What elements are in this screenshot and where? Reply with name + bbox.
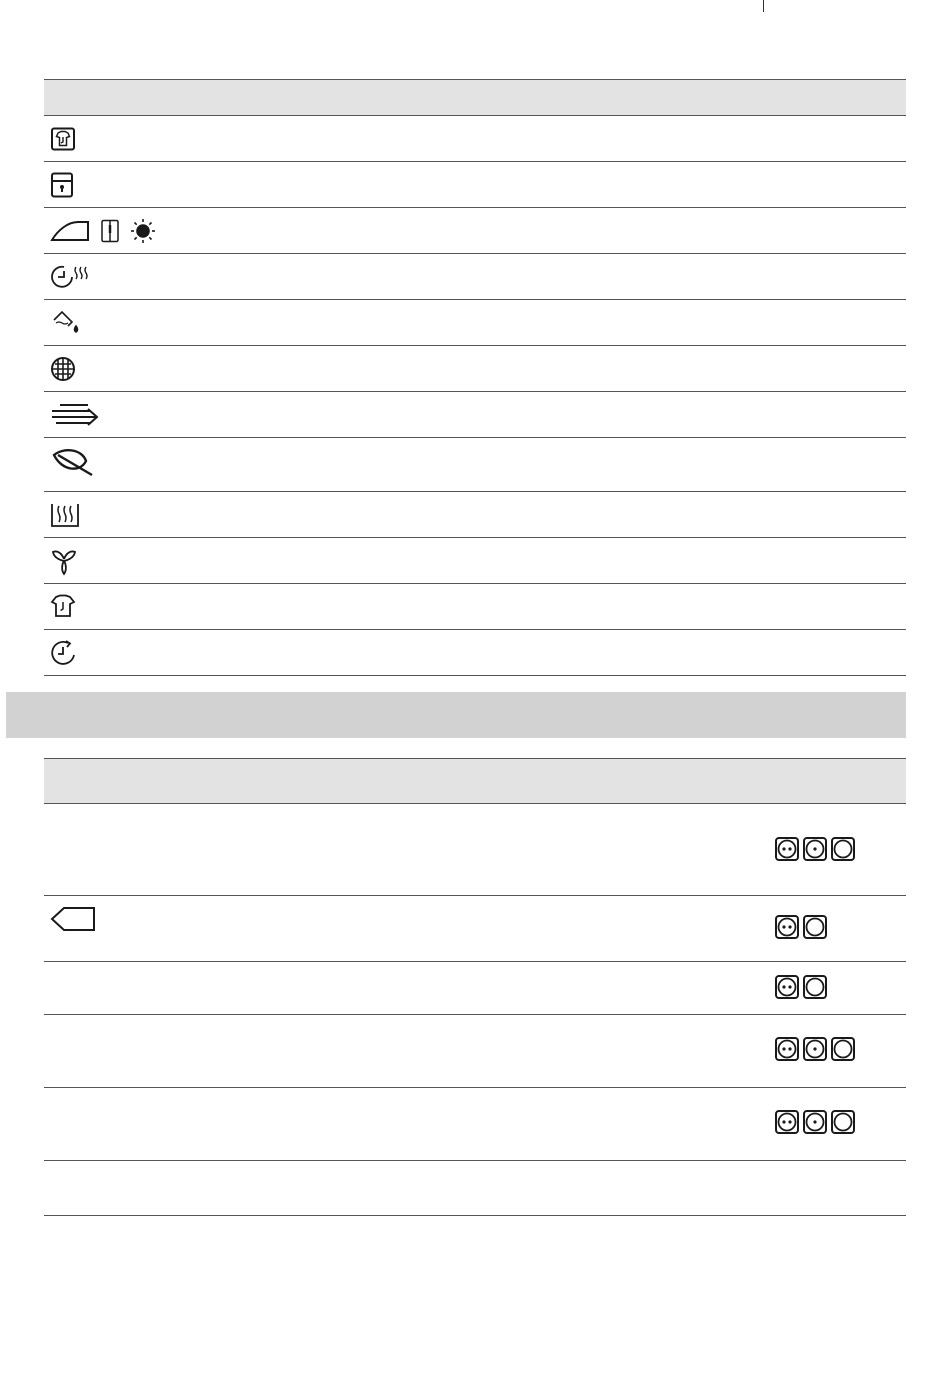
no-dot-icon	[803, 975, 827, 999]
no-dot-icon	[831, 1110, 855, 1134]
dryness-level-icons	[775, 915, 827, 939]
table-row	[44, 300, 906, 346]
wool-ball-icon	[50, 356, 76, 382]
no-dot-icon	[831, 1037, 855, 1061]
fan-icon	[50, 548, 78, 576]
table-row	[44, 208, 906, 254]
one-dot-icon	[803, 837, 827, 861]
two-dot-icon	[775, 975, 799, 999]
programmes-table	[44, 758, 906, 1216]
section-heading-bar	[6, 692, 906, 738]
wardrobe-icon	[100, 219, 120, 243]
door-lock-icon	[50, 172, 74, 198]
symbols-table-header	[44, 79, 906, 116]
table-row	[44, 392, 906, 438]
iron-icon	[50, 220, 90, 242]
no-dot-icon	[831, 837, 855, 861]
one-dot-icon	[803, 1110, 827, 1134]
table-row	[44, 630, 906, 676]
programmes-table-header	[44, 758, 906, 804]
airflow-arrow-icon	[50, 401, 100, 429]
dryness-level-icons	[775, 975, 827, 999]
two-dot-icon	[775, 915, 799, 939]
table-row	[44, 1088, 906, 1161]
table-row	[44, 1015, 906, 1088]
label-tag-icon	[50, 906, 96, 932]
water-pour-icon	[50, 310, 84, 336]
table-row	[44, 962, 906, 1015]
dryness-level-icons	[775, 1037, 855, 1061]
table-row	[44, 254, 906, 300]
steam-timer-icon	[50, 263, 96, 291]
table-row	[44, 896, 906, 962]
table-row	[44, 116, 906, 162]
table-row	[44, 162, 906, 208]
iron-wardrobe-sun-icons	[50, 218, 156, 244]
one-dot-icon	[803, 1037, 827, 1061]
table-row	[44, 804, 906, 896]
sun-icon	[130, 218, 156, 244]
shirt-in-square-icon	[50, 127, 76, 151]
dryness-level-icons	[775, 1110, 855, 1134]
two-dot-icon	[775, 1110, 799, 1134]
eco-leaf-icon	[50, 447, 96, 477]
table-row	[44, 492, 906, 538]
no-dot-icon	[803, 915, 827, 939]
table-row	[44, 346, 906, 392]
symbols-table	[44, 79, 906, 676]
table-row	[44, 538, 906, 584]
table-row	[44, 438, 906, 492]
table-row	[44, 1161, 906, 1216]
top-margin-rule	[763, 0, 764, 12]
two-dot-icon	[775, 837, 799, 861]
shirt-icon	[50, 594, 76, 618]
dryness-level-icons	[775, 837, 855, 861]
heat-container-icon	[50, 502, 80, 528]
table-row	[44, 584, 906, 630]
time-delay-icon	[50, 639, 78, 667]
two-dot-icon	[775, 1037, 799, 1061]
